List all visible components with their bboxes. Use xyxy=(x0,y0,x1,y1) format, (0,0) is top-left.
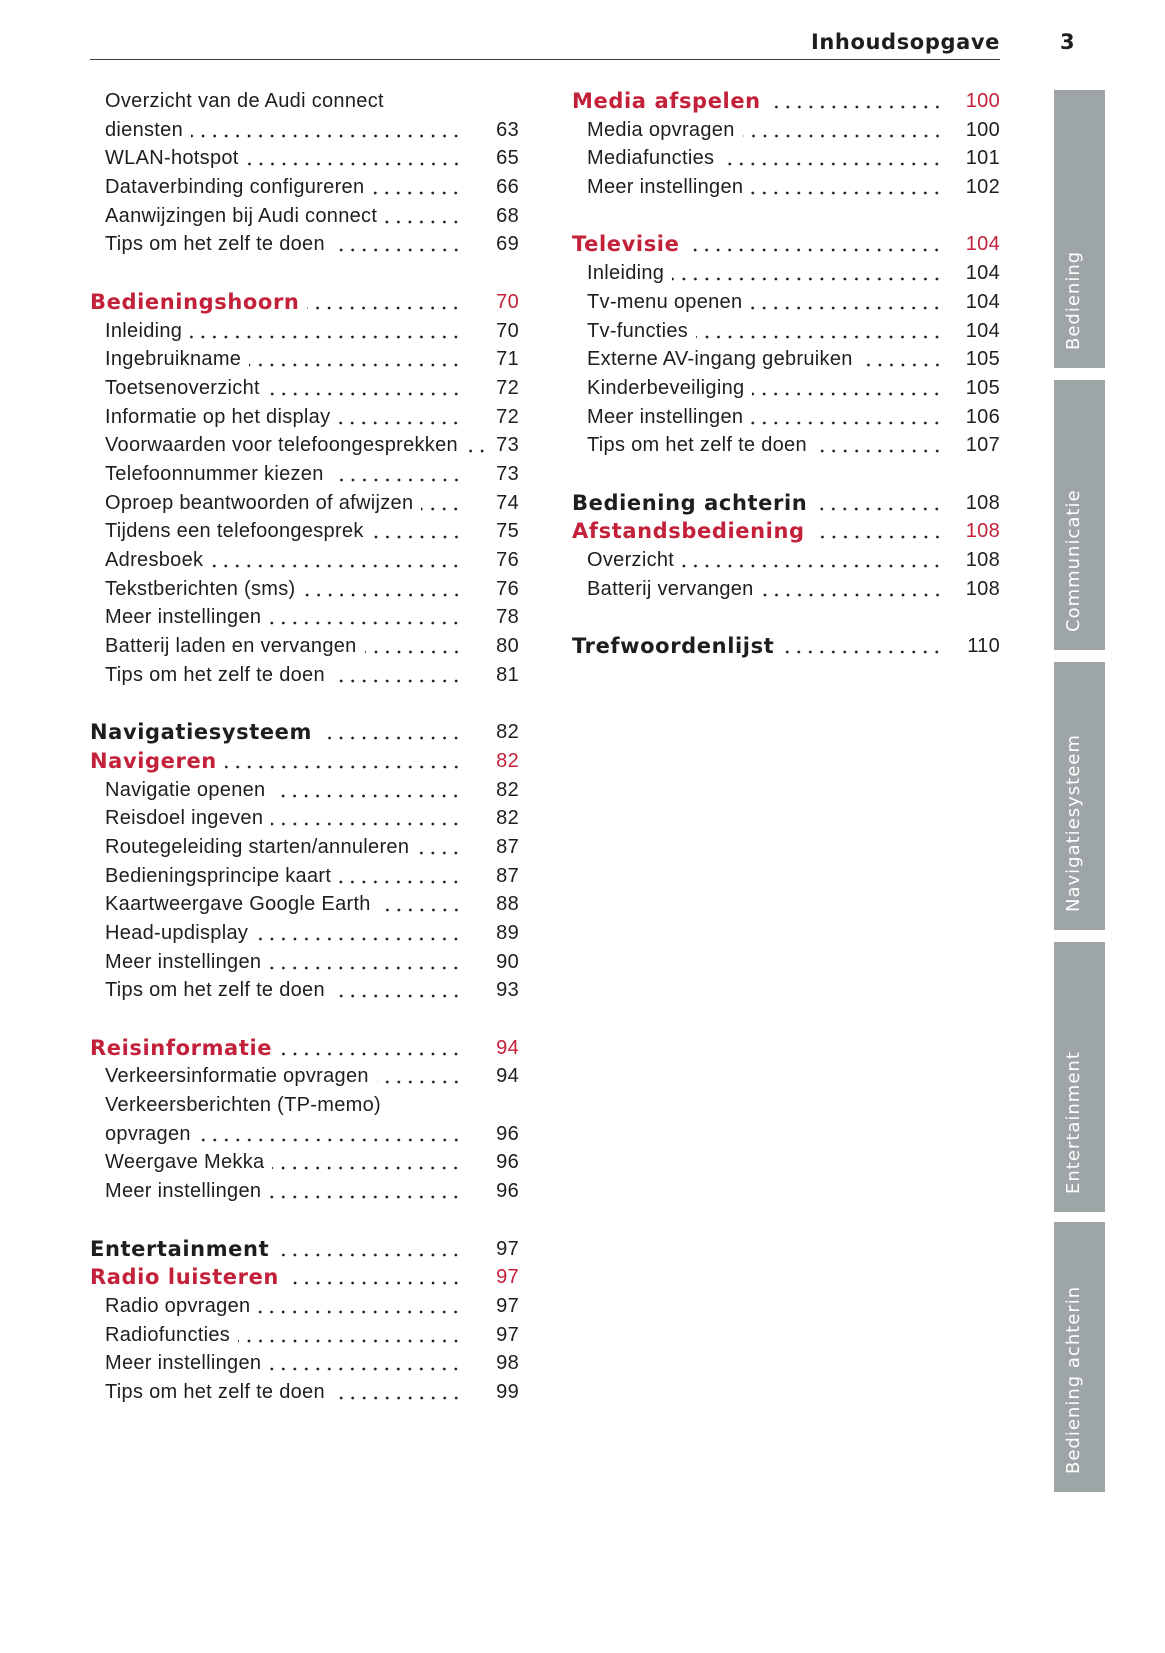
dot-leader xyxy=(752,374,939,403)
toc-chapter xyxy=(90,1235,519,1264)
toc-entry-label: Tv-functies xyxy=(587,319,689,342)
toc-entry-label: Meer instellingen xyxy=(587,405,744,428)
toc-entry xyxy=(90,1091,519,1120)
toc-page-number: 104 xyxy=(965,233,1000,256)
toc-entry-label: opvragen xyxy=(105,1122,191,1145)
dot-leader xyxy=(269,1177,458,1206)
group-spacer xyxy=(572,460,1000,489)
toc-section xyxy=(572,87,1000,116)
dot-leader xyxy=(333,661,458,690)
dot-leader xyxy=(385,202,458,231)
toc-entry-label: Bedieningsprincipe kaart xyxy=(105,864,332,887)
toc-page-number: 107 xyxy=(965,434,1000,457)
toc-section-label: Reisinformatie xyxy=(90,1035,273,1060)
toc-page-number: 72 xyxy=(496,376,519,399)
dot-leader xyxy=(269,1349,458,1378)
toc-entry-label: Tips om het zelf te doen xyxy=(587,434,807,457)
side-tab-bediening xyxy=(1054,90,1105,368)
dot-leader xyxy=(280,1034,458,1063)
toc-entry-label: Verkeersinformatie opvragen xyxy=(105,1065,369,1088)
toc-entry-label: Meer instellingen xyxy=(105,950,262,973)
toc-entry-label: diensten xyxy=(105,118,184,141)
toc-entry xyxy=(572,546,1000,575)
toc-page-number: 104 xyxy=(965,290,1000,313)
side-tab-label: Navigatiesysteem xyxy=(1063,734,1084,912)
dot-leader xyxy=(377,1062,458,1091)
toc-section xyxy=(90,288,519,317)
toc-entry xyxy=(90,1292,519,1321)
side-tab-navigatiesysteem xyxy=(1054,662,1105,930)
dot-leader xyxy=(238,1321,458,1350)
toc-page-number: 82 xyxy=(496,778,519,801)
toc-entry xyxy=(90,1148,519,1177)
toc-chapter xyxy=(90,718,519,747)
toc-page-number: 108 xyxy=(965,577,1000,600)
toc-entry xyxy=(90,173,519,202)
toc-entry-label: Tips om het zelf te doen xyxy=(105,1380,325,1403)
dot-leader xyxy=(421,489,458,518)
dot-leader xyxy=(211,546,458,575)
toc-entry xyxy=(90,919,519,948)
toc-page-number: 97 xyxy=(496,1323,519,1346)
toc-entry-label: Aanwijzingen bij Audi connect xyxy=(105,204,378,227)
dot-leader xyxy=(249,345,458,374)
side-tab-communicatie xyxy=(1054,380,1105,650)
toc-section-label: Afstandsbediening xyxy=(572,519,805,544)
toc-chapter xyxy=(572,632,1000,661)
toc-page-number: 74 xyxy=(496,491,519,514)
toc-page-number: 97 xyxy=(496,1237,519,1260)
toc-section xyxy=(90,747,519,776)
toc-section xyxy=(572,517,1000,546)
dot-leader xyxy=(247,144,458,173)
toc-entry xyxy=(90,1378,519,1407)
toc-page-number: 87 xyxy=(496,864,519,887)
toc-entry xyxy=(90,833,519,862)
toc-section-label: Navigeren xyxy=(90,748,217,773)
toc-entry-label: Meer instellingen xyxy=(105,1180,262,1203)
toc-chapter xyxy=(572,489,1000,518)
group-spacer xyxy=(90,1005,519,1034)
group-spacer xyxy=(572,202,1000,231)
toc-page-number: 70 xyxy=(496,290,519,313)
toc-entry-label: Head-updisplay xyxy=(105,921,249,944)
toc-entry xyxy=(572,173,1000,202)
toc-left-column xyxy=(90,87,519,1407)
dot-leader xyxy=(332,460,458,489)
toc-page-number: 94 xyxy=(496,1065,519,1088)
side-tab-label: Bediening xyxy=(1063,250,1084,350)
toc-entry xyxy=(90,862,519,891)
toc-page-number: 104 xyxy=(965,262,1000,285)
toc-entry xyxy=(90,976,519,1005)
dot-leader xyxy=(273,776,458,805)
dot-leader xyxy=(815,489,939,518)
toc-page-number: 100 xyxy=(965,118,1000,141)
dot-leader xyxy=(271,804,458,833)
dot-leader xyxy=(333,230,458,259)
toc-entry xyxy=(572,374,1000,403)
group-spacer xyxy=(572,603,1000,632)
toc-entry-label: Batterij laden en vervangen xyxy=(105,635,357,658)
toc-page-number: 70 xyxy=(496,319,519,342)
toc-entry-label: Ingebruikname xyxy=(105,348,242,371)
toc-chapter-label: Bediening achterin xyxy=(572,490,808,515)
toc-entry-label: Toetsenoverzicht xyxy=(105,376,260,399)
toc-entry-label: Verkeersberichten (TP-memo) xyxy=(105,1094,381,1117)
dot-leader xyxy=(277,1235,458,1264)
toc-entry-label: Tips om het zelf te doen xyxy=(105,233,325,256)
toc-page-number: 65 xyxy=(496,147,519,170)
toc-section-label: Media afspelen xyxy=(572,89,761,113)
toc-entry xyxy=(90,345,519,374)
toc-page-number: 72 xyxy=(496,405,519,428)
toc-entry-label: Meer instellingen xyxy=(587,176,744,199)
toc-page-number: 105 xyxy=(965,348,1000,371)
toc-entry-label: Meer instellingen xyxy=(105,606,262,629)
toc-page-number: 75 xyxy=(496,520,519,543)
toc-page-number: 96 xyxy=(496,1180,519,1203)
dot-leader xyxy=(696,317,939,346)
dot-leader xyxy=(307,288,458,317)
dot-leader xyxy=(682,546,939,575)
toc-page-number: 76 xyxy=(496,577,519,600)
dot-leader xyxy=(304,575,459,604)
dot-leader xyxy=(190,317,458,346)
toc-entry-label: Dataverbinding configureren xyxy=(105,176,365,199)
toc-section xyxy=(90,1034,519,1063)
dot-leader xyxy=(762,575,939,604)
toc-page-number: 90 xyxy=(496,950,519,973)
toc-entry-label: Batterij vervangen xyxy=(587,577,754,600)
toc-entry-label: Telefoonnummer kiezen xyxy=(105,462,324,485)
toc-entry xyxy=(90,804,519,833)
dot-leader xyxy=(287,1263,458,1292)
group-spacer xyxy=(90,1206,519,1235)
toc-entry xyxy=(572,259,1000,288)
toc-entry-label: Reisdoel ingeven xyxy=(105,807,264,830)
toc-entry-label: Media opvragen xyxy=(587,118,735,141)
dot-leader xyxy=(225,747,458,776)
side-tab-label: Bediening achterin xyxy=(1063,1285,1084,1474)
toc-entry-label: Routegeleiding starten/annuleren xyxy=(105,835,410,858)
toc-chapter-label: Trefwoordenlijst xyxy=(572,634,775,659)
toc-entry xyxy=(90,403,519,432)
toc-entry xyxy=(90,202,519,231)
dot-leader xyxy=(722,144,939,173)
side-tab-label: Communicatie xyxy=(1063,489,1084,632)
dot-leader xyxy=(751,403,939,432)
toc-entry xyxy=(90,144,519,173)
toc-entry xyxy=(90,575,519,604)
toc-entry-label: Adresboek xyxy=(105,549,204,571)
toc-entry xyxy=(90,374,519,403)
toc-entry xyxy=(90,1062,519,1091)
side-tab-entertainment xyxy=(1054,942,1105,1212)
toc-page-number: 76 xyxy=(496,549,519,571)
toc-entry-label: Inleiding xyxy=(587,262,665,285)
toc-entry xyxy=(90,1177,519,1206)
toc-entry xyxy=(90,603,519,632)
dot-leader xyxy=(782,632,939,661)
dot-leader xyxy=(258,1292,458,1321)
toc-page-number: 68 xyxy=(496,204,519,227)
toc-entry xyxy=(90,230,519,259)
dot-leader xyxy=(372,517,458,546)
toc-entry-label: Radiofuncties xyxy=(105,1323,231,1346)
toc-entry-label: Informatie op het display xyxy=(105,405,331,428)
toc-page-number: 78 xyxy=(496,606,519,629)
toc-entry xyxy=(572,345,1000,374)
toc-entry xyxy=(572,431,1000,460)
toc-entry-label: Tekstberichten (sms) xyxy=(105,577,296,600)
toc-entry-label: Voorwaarden voor telefoongesprekken xyxy=(105,434,458,457)
toc-page-number: 106 xyxy=(965,405,1000,428)
toc-entry-label: Overzicht xyxy=(587,549,675,571)
toc-entry-label: Externe AV-ingang gebruiken xyxy=(587,348,853,371)
toc-page-number: 66 xyxy=(496,176,519,199)
toc-entry xyxy=(90,661,519,690)
toc-entry xyxy=(90,948,519,977)
group-spacer xyxy=(90,689,519,718)
toc-entry xyxy=(90,1321,519,1350)
dot-leader xyxy=(751,173,939,202)
dot-leader xyxy=(743,116,939,145)
dot-leader xyxy=(372,173,458,202)
dot-leader xyxy=(687,230,939,259)
dot-leader xyxy=(365,632,458,661)
toc-page-number: 100 xyxy=(965,90,1000,112)
toc-page-number: 108 xyxy=(965,491,1000,514)
dot-leader xyxy=(417,833,458,862)
toc-page-number: 80 xyxy=(496,635,519,658)
toc-entry-label: Navigatie openen xyxy=(105,778,266,801)
toc-entry xyxy=(572,116,1000,145)
dot-leader xyxy=(333,1378,458,1407)
toc-entry-label: Mediafuncties xyxy=(587,147,715,170)
dot-leader xyxy=(815,431,939,460)
toc-page-number: 110 xyxy=(967,635,1000,658)
dot-leader xyxy=(333,976,458,1005)
page-number: 3 xyxy=(1060,30,1075,54)
dot-leader xyxy=(191,116,458,145)
toc-entry-label: Meer instellingen xyxy=(105,1352,262,1375)
toc-page-number: 96 xyxy=(496,1151,519,1174)
toc-entry xyxy=(90,517,519,546)
toc-page-number: 71 xyxy=(496,348,519,371)
toc-chapter-label: Entertainment xyxy=(90,1236,270,1261)
toc-page-number: 97 xyxy=(496,1266,519,1289)
dot-leader xyxy=(269,948,458,977)
toc-entry-label: Oproep beantwoorden of afwijzen xyxy=(105,491,414,514)
page-header-title: Inhoudsopgave xyxy=(810,30,1000,54)
toc-entry xyxy=(572,144,1000,173)
toc-page-number: 94 xyxy=(496,1036,519,1059)
toc-entry xyxy=(572,575,1000,604)
toc-section-label: Radio luisteren xyxy=(90,1265,279,1290)
toc-entry-label: Radio opvragen xyxy=(105,1294,251,1317)
toc-page-number: 97 xyxy=(496,1294,519,1317)
toc-entry xyxy=(572,288,1000,317)
toc-page-number: 73 xyxy=(496,434,519,457)
toc-page-number: 101 xyxy=(965,147,1000,170)
toc-page-number: 89 xyxy=(496,921,519,944)
toc-entry xyxy=(90,431,519,460)
toc-page-number: 108 xyxy=(965,520,1000,543)
toc-entry-label: Weergave Mekka xyxy=(105,1151,265,1174)
toc-page-number: 82 xyxy=(496,721,519,744)
toc-section-label: Televisie xyxy=(572,232,680,257)
toc-entry-label: Kaartweergave Google Earth xyxy=(105,893,371,916)
dot-leader xyxy=(272,1148,458,1177)
dot-leader xyxy=(813,517,939,546)
toc-entry-label: Tips om het zelf te doen xyxy=(105,663,325,686)
dot-leader xyxy=(256,919,458,948)
toc-page-number: 98 xyxy=(496,1352,519,1375)
toc-entry-label: Tv-menu openen xyxy=(587,290,743,313)
toc-entry xyxy=(90,460,519,489)
toc-right-column xyxy=(572,87,1000,661)
toc-entry-label: Kinderbeveiliging xyxy=(587,376,745,399)
dot-leader xyxy=(861,345,939,374)
toc-entry xyxy=(572,403,1000,432)
toc-section-label: Bedieningshoorn xyxy=(90,289,300,314)
toc-entry-label: Overzicht van de Audi connect xyxy=(105,90,384,112)
toc-section xyxy=(572,230,1000,259)
toc-page-number: 88 xyxy=(496,893,519,916)
toc-page-number: 105 xyxy=(965,376,1000,399)
toc-entry xyxy=(90,632,519,661)
toc-entry xyxy=(90,1349,519,1378)
toc-page-number: 87 xyxy=(496,835,519,858)
header-rule xyxy=(90,59,1000,60)
toc-entry xyxy=(90,87,519,116)
toc-page-number: 99 xyxy=(496,1380,519,1403)
dot-leader xyxy=(750,288,939,317)
toc-entry xyxy=(90,890,519,919)
dot-leader xyxy=(466,431,484,460)
toc-page-number: 63 xyxy=(496,118,519,141)
toc-entry xyxy=(90,1120,519,1149)
toc-entry-label: Inleiding xyxy=(105,319,183,342)
toc-page-number: 108 xyxy=(965,549,1000,571)
toc-entry xyxy=(90,317,519,346)
dot-leader xyxy=(379,890,458,919)
toc-chapter-label: Navigatiesysteem xyxy=(90,720,313,745)
toc-page-number: 82 xyxy=(496,749,519,772)
group-spacer xyxy=(90,259,519,288)
dot-leader xyxy=(769,87,939,116)
dot-leader xyxy=(320,718,458,747)
toc-page-number: 102 xyxy=(965,176,1000,199)
toc-entry-label: WLAN-hotspot xyxy=(105,147,239,170)
toc-page-number: 69 xyxy=(496,233,519,256)
toc-page-number: 93 xyxy=(496,979,519,1002)
side-tab-label: Entertainment xyxy=(1063,1051,1084,1194)
dot-leader xyxy=(672,259,939,288)
toc-entry xyxy=(90,546,519,575)
toc-entry-label: Tips om het zelf te doen xyxy=(105,979,325,1002)
dot-leader xyxy=(268,374,458,403)
toc-page-number: 104 xyxy=(965,319,1000,342)
toc-page-number: 82 xyxy=(496,807,519,830)
toc-entry-label: Tijdens een telefoongesprek xyxy=(105,520,364,543)
toc-page-number: 96 xyxy=(496,1122,519,1145)
toc-entry xyxy=(90,116,519,145)
dot-leader xyxy=(269,603,458,632)
toc-entry xyxy=(90,489,519,518)
toc-entry xyxy=(572,317,1000,346)
toc-page-number: 81 xyxy=(496,663,519,686)
toc-page-number: 73 xyxy=(496,462,519,485)
toc-entry xyxy=(90,776,519,805)
dot-leader xyxy=(338,403,458,432)
side-tab-bediening-achterin xyxy=(1054,1222,1105,1492)
dot-leader xyxy=(339,862,458,891)
toc-section xyxy=(90,1263,519,1292)
dot-leader xyxy=(199,1120,458,1149)
